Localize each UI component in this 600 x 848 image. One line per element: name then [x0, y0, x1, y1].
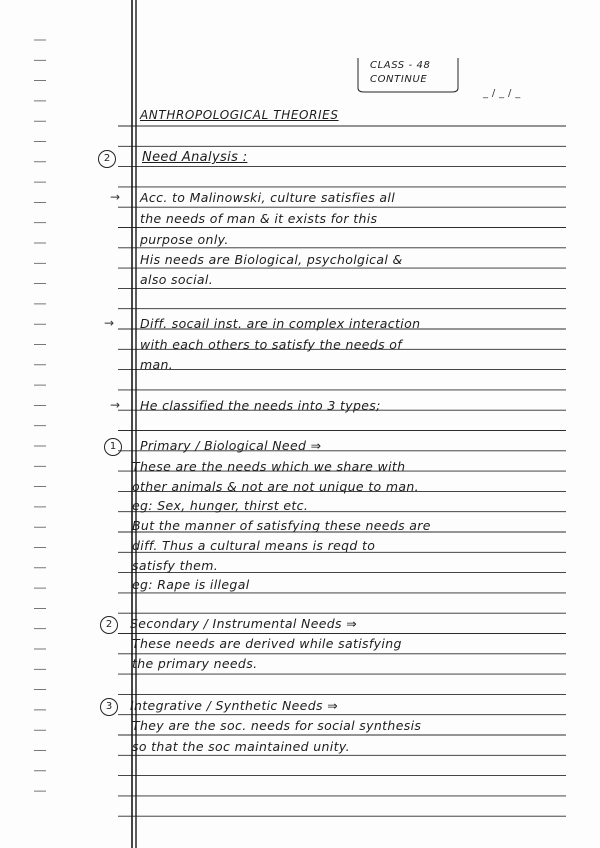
need-3-line-2: so that the soc maintained unity. [132, 739, 350, 754]
point-2-line-3: man. [140, 357, 174, 372]
point-1-line-4: His needs are Biological, psycholgical & [140, 252, 403, 267]
need-2-line-2: the primary needs. [132, 656, 258, 671]
need-1-line-3: eg: Sex, hunger, thirst etc. [132, 498, 309, 513]
date-mark: _ / _ / _ [483, 88, 521, 99]
point-2-line-1: Diff. socail inst. are in complex interaction [140, 316, 421, 331]
bullet-arrow: → [104, 316, 115, 330]
point-1-line-5: also social. [140, 272, 214, 287]
section-heading: Need Analysis : [142, 150, 248, 165]
need-1-number: 1 [104, 438, 122, 456]
need-1-line-4: But the manner of satisfying these needs are [132, 518, 431, 533]
bullet-arrow: → [110, 190, 121, 204]
need-2-number: 2 [100, 616, 118, 634]
point-1-line-1: Acc. to Malinowski, culture satisfies all [140, 190, 396, 205]
continue-label: CONTINUE [370, 74, 428, 85]
need-3-line-1: They are the soc. needs for social synthesis [132, 718, 422, 733]
need-2-heading: Secondary / Instrumental Needs ⇒ [130, 616, 358, 631]
need-3-number: 3 [100, 698, 118, 716]
need-2-line-1: These needs are derived while satisfying [132, 636, 402, 651]
section-number: 2 [98, 150, 116, 168]
class-label: CLASS - 48 [370, 60, 431, 71]
point-2-line-2: with each others to satisfy the needs of [140, 337, 403, 352]
need-1-line-5: diff. Thus a cultural means is reqd to [132, 538, 376, 553]
bullet-arrow: → [110, 398, 121, 412]
need-1-line-7: eg: Rape is illegal [132, 577, 250, 592]
need-1-line-1: These are the needs which we share with [132, 459, 406, 474]
need-1-line-6: satisfy them. [132, 558, 219, 573]
page-title: ANTHROPOLOGICAL THEORIES [140, 108, 339, 122]
point-1-line-2: the needs of man & it exists for this [140, 211, 378, 226]
point-3-line-1: He classified the needs into 3 types; [140, 398, 381, 413]
need-1-line-2: other animals & not are not unique to man. [132, 479, 419, 494]
point-1-line-3: purpose only. [140, 232, 229, 247]
need-3-heading: Integrative / Synthetic Needs ⇒ [130, 698, 339, 713]
need-1-heading: Primary / Biological Need ⇒ [140, 438, 322, 453]
class-header [356, 58, 460, 94]
